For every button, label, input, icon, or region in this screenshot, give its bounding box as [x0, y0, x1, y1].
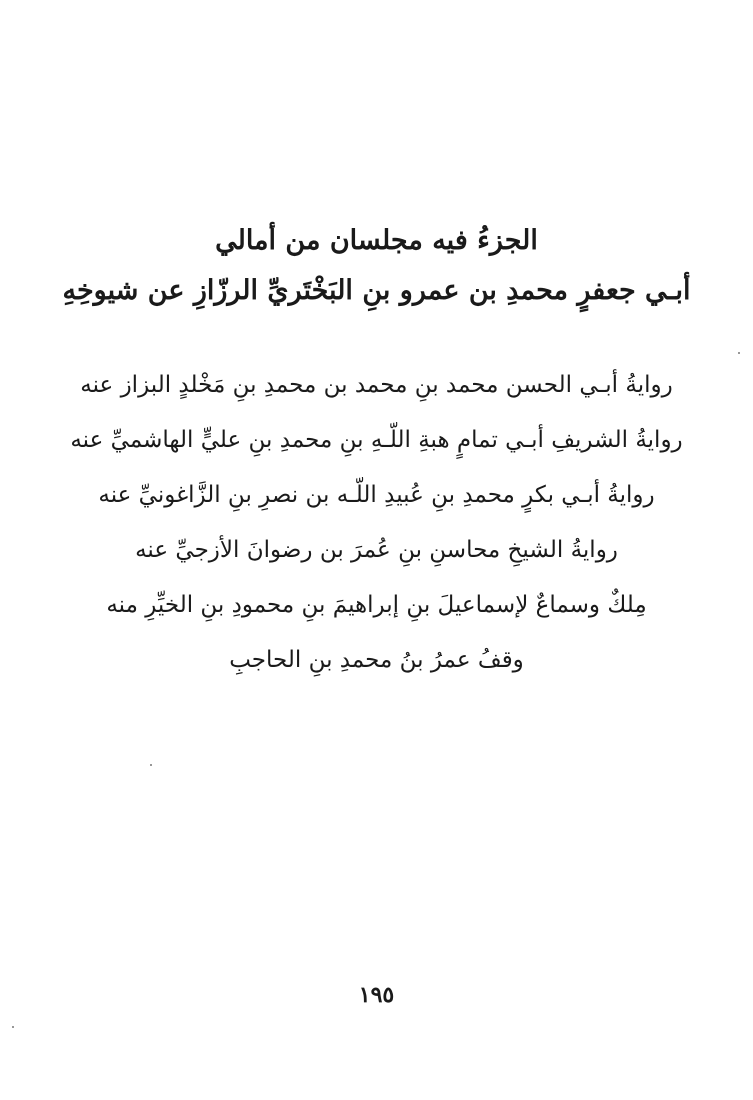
- page-number: ١٩٥: [358, 982, 395, 1008]
- chain-line-3: روايةُ أبـي بكرٍ محمدِ بنِ عُبيدِ اللّـه بن نصرِ بنِ الزَّاغونيِّ عنه: [98, 482, 655, 508]
- transmission-chain: [40, 358, 713, 688]
- chain-line-5: مِلكٌ وسماعٌ لإسماعيلَ بنِ إبراهيمَ بنِ محمودِ بنِ الخيِّرِ منه: [106, 592, 647, 618]
- title-line-1: الجزءُ فيه مجلسان من أمالي: [215, 225, 538, 256]
- scan-speck: [738, 352, 740, 354]
- chain-line-6: وقفُ عمرُ بنُ محمدِ بنِ الحاجبِ: [229, 647, 524, 673]
- title-block: [40, 216, 713, 316]
- chain-line-4: روايةُ الشيخِ محاسنِ بنِ عُمرَ بن رضوانَ الأزجيِّ عنه: [135, 537, 618, 563]
- chain-line-1: روايةُ أبـي الحسن محمد بنِ محمد بن محمدِ بنِ مَخْلدٍ البزاز عنه: [80, 372, 673, 398]
- chain-line-2: روايةُ الشريفِ أبـي تمامٍ هبةِ اللّـهِ بنِ محمدِ بنِ عليٍّ الهاشميِّ عنه: [70, 427, 683, 453]
- scan-speck: [150, 764, 152, 766]
- title-line-2: أبـي جعفرٍ محمدِ بن عمرو بنِ البَخْتَريِّ الرزّازِ عن شيوخِهِ: [62, 275, 691, 306]
- scan-speck: [12, 1026, 14, 1028]
